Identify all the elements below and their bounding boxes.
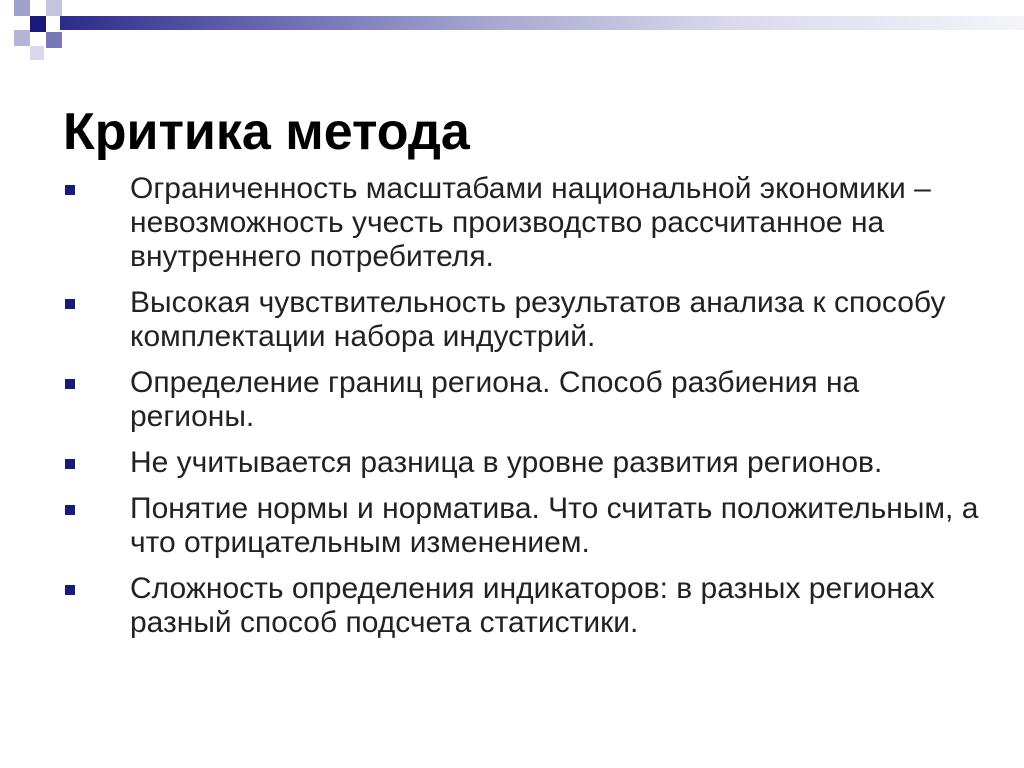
decor-square bbox=[30, 46, 44, 60]
bullet-text: Не учитывается разница в уровне развития регионов. bbox=[130, 446, 883, 479]
decor-square bbox=[46, 32, 62, 48]
decor-square bbox=[46, 0, 62, 16]
slide-title: Критика метода bbox=[63, 103, 470, 161]
square-bullet-icon bbox=[65, 505, 75, 515]
square-bullet-icon bbox=[65, 299, 75, 309]
bullet-item bbox=[0, 286, 1024, 354]
bullet-text: Понятие нормы и норматива. Что считать положительным, а что отрицательным изменением. bbox=[130, 492, 979, 559]
bullet-list bbox=[0, 172, 1024, 652]
decor-square bbox=[30, 0, 46, 16]
header-decoration bbox=[0, 0, 1024, 60]
square-bullet-icon bbox=[65, 585, 75, 595]
decor-square bbox=[14, 0, 30, 16]
bullet-text: Определение границ региона. Способ разбиения на регионы. bbox=[130, 366, 860, 433]
bullet-text: Высокая чувствительность результатов анализа к способу комплектации набора индустрий. bbox=[130, 286, 946, 353]
bullet-item bbox=[0, 366, 1024, 434]
bullet-text: Сложность определения индикаторов: в разных регионах разный способ подсчета статистики. bbox=[130, 572, 935, 639]
bullet-item bbox=[0, 572, 1024, 640]
bullet-item bbox=[0, 172, 1024, 274]
square-bullet-icon bbox=[65, 379, 75, 389]
square-bullet-icon bbox=[65, 459, 75, 469]
bullet-item bbox=[0, 492, 1024, 560]
bullet-item bbox=[0, 446, 1024, 480]
decor-square bbox=[30, 16, 46, 32]
header-gradient-bar bbox=[60, 16, 1024, 30]
bullet-text: Ограниченность масштабами национальной экономики – невозможность учесть производство рассчитанное на внутреннего потребителя. bbox=[130, 172, 931, 273]
decor-square bbox=[14, 30, 30, 46]
square-bullet-icon bbox=[65, 185, 75, 195]
